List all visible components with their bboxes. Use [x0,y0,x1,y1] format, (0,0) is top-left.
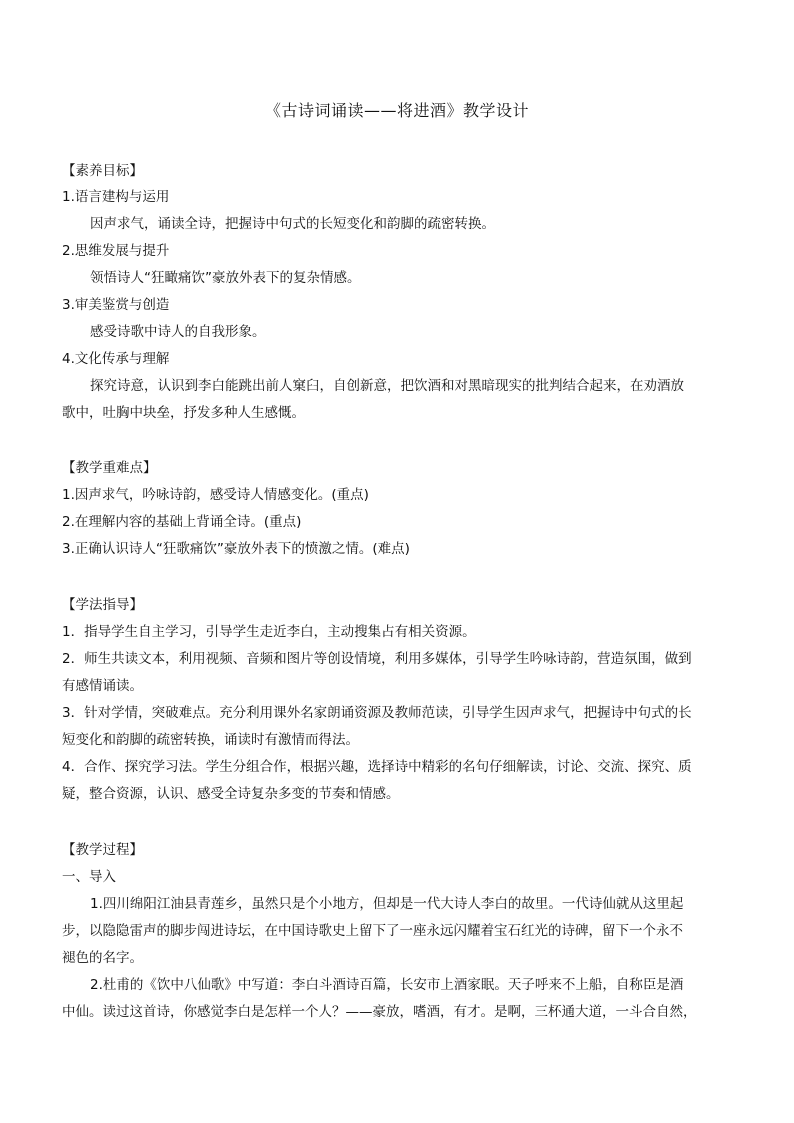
process-section-intro: 一、导入 [62,869,116,885]
goal-2-text: 领悟诗人“狂瞰痛饮”豪放外表下的复杂情感。 [90,270,361,286]
method-4-line2: 疑，整合资源，认识、感受全诗复杂多变的节奏和情感。 [62,786,400,802]
keypoint-1: 1.因声求气，吟咏诗韵，感受诗人情感变化。(重点) [62,487,369,503]
section-heading-process: 【教学过程】 [62,842,143,858]
process-p2-line1: 2.杜甫的《饮中八仙歌》中写道：李白斗酒诗百篇，长安市上酒家眠。天子呼来不上船，自称臣是酒 [90,977,684,993]
goal-1-text: 因声求气，诵读全诗，把握诗中句式的长短变化和韵脚的疏密转换。 [90,216,495,232]
keypoint-2: 2.在理解内容的基础上背诵全诗。(重点) [62,514,302,530]
goal-4-text-line2: 歌中，吐胸中块垒，抒发多种人生感慨。 [62,405,305,421]
goal-1-title: 1.语言建构与运用 [62,189,170,205]
method-1: 1．指导学生自主学习，引导学生走近李白，主动搜集占有相关资源。 [62,624,476,640]
process-p1-line1: 1.四川绵阳江油县青莲乡，虽然只是个小地方，但却是一代大诗人李白的故里。一代诗仙就从这里起 [90,896,684,912]
method-2-line1: 2．师生共读文本，利用视频、音频和图片等创设情境，利用多媒体，引导学生吟咏诗韵，营造氛围，做到 [62,651,692,667]
process-p1-line3: 褪色的名字。 [62,950,143,966]
goal-4-title: 4.文化传承与理解 [62,351,170,367]
method-4-line1: 4．合作、探究学习法。学生分组合作，根据兴趣，选择诗中精彩的名句仔细解读，讨论、交流、探究、质 [62,759,692,775]
goal-2-title: 2.思维发展与提升 [62,243,170,259]
goal-3-text: 感受诗歌中诗人的自我形象。 [90,324,266,340]
keypoint-3: 3.正确认识诗人“狂歌痛饮”豪放外表下的愤激之情。(难点) [62,541,410,557]
section-heading-methods: 【学法指导】 [62,597,143,613]
document-title: 《古诗词诵读——将进酒》教学设计 [264,101,529,120]
method-2-line2: 有感情诵读。 [62,678,143,694]
method-3-line2: 短变化和韵脚的疏密转换，诵读时有激情而得法。 [62,732,359,748]
section-heading-goals: 【素养目标】 [62,163,143,179]
section-heading-keypoints: 【教学重难点】 [62,460,157,476]
goal-3-title: 3.审美鉴赏与创造 [62,297,170,313]
process-p1-line2: 步，以隐隐雷声的脚步闯进诗坛，在中国诗歌史上留下了一座永远闪耀着宝石红光的诗碑，留下一个永不 [62,923,683,939]
method-3-line1: 3．针对学情，突破难点。充分利用课外名家朗诵资源及教师范读，引导学生因声求气，把握诗中句式的长 [62,705,692,721]
goal-4-text-line1: 探究诗意，认识到李白能跳出前人窠臼，自创新意，把饮酒和对黑暗现实的批判结合起来，在劝酒放 [90,378,684,394]
process-p2-line2: 中仙。读过这首诗，你感觉李白是怎样一个人？——豪放，嗜酒，有才。是啊，三杯通大道，一斗合自然， [62,1004,697,1020]
